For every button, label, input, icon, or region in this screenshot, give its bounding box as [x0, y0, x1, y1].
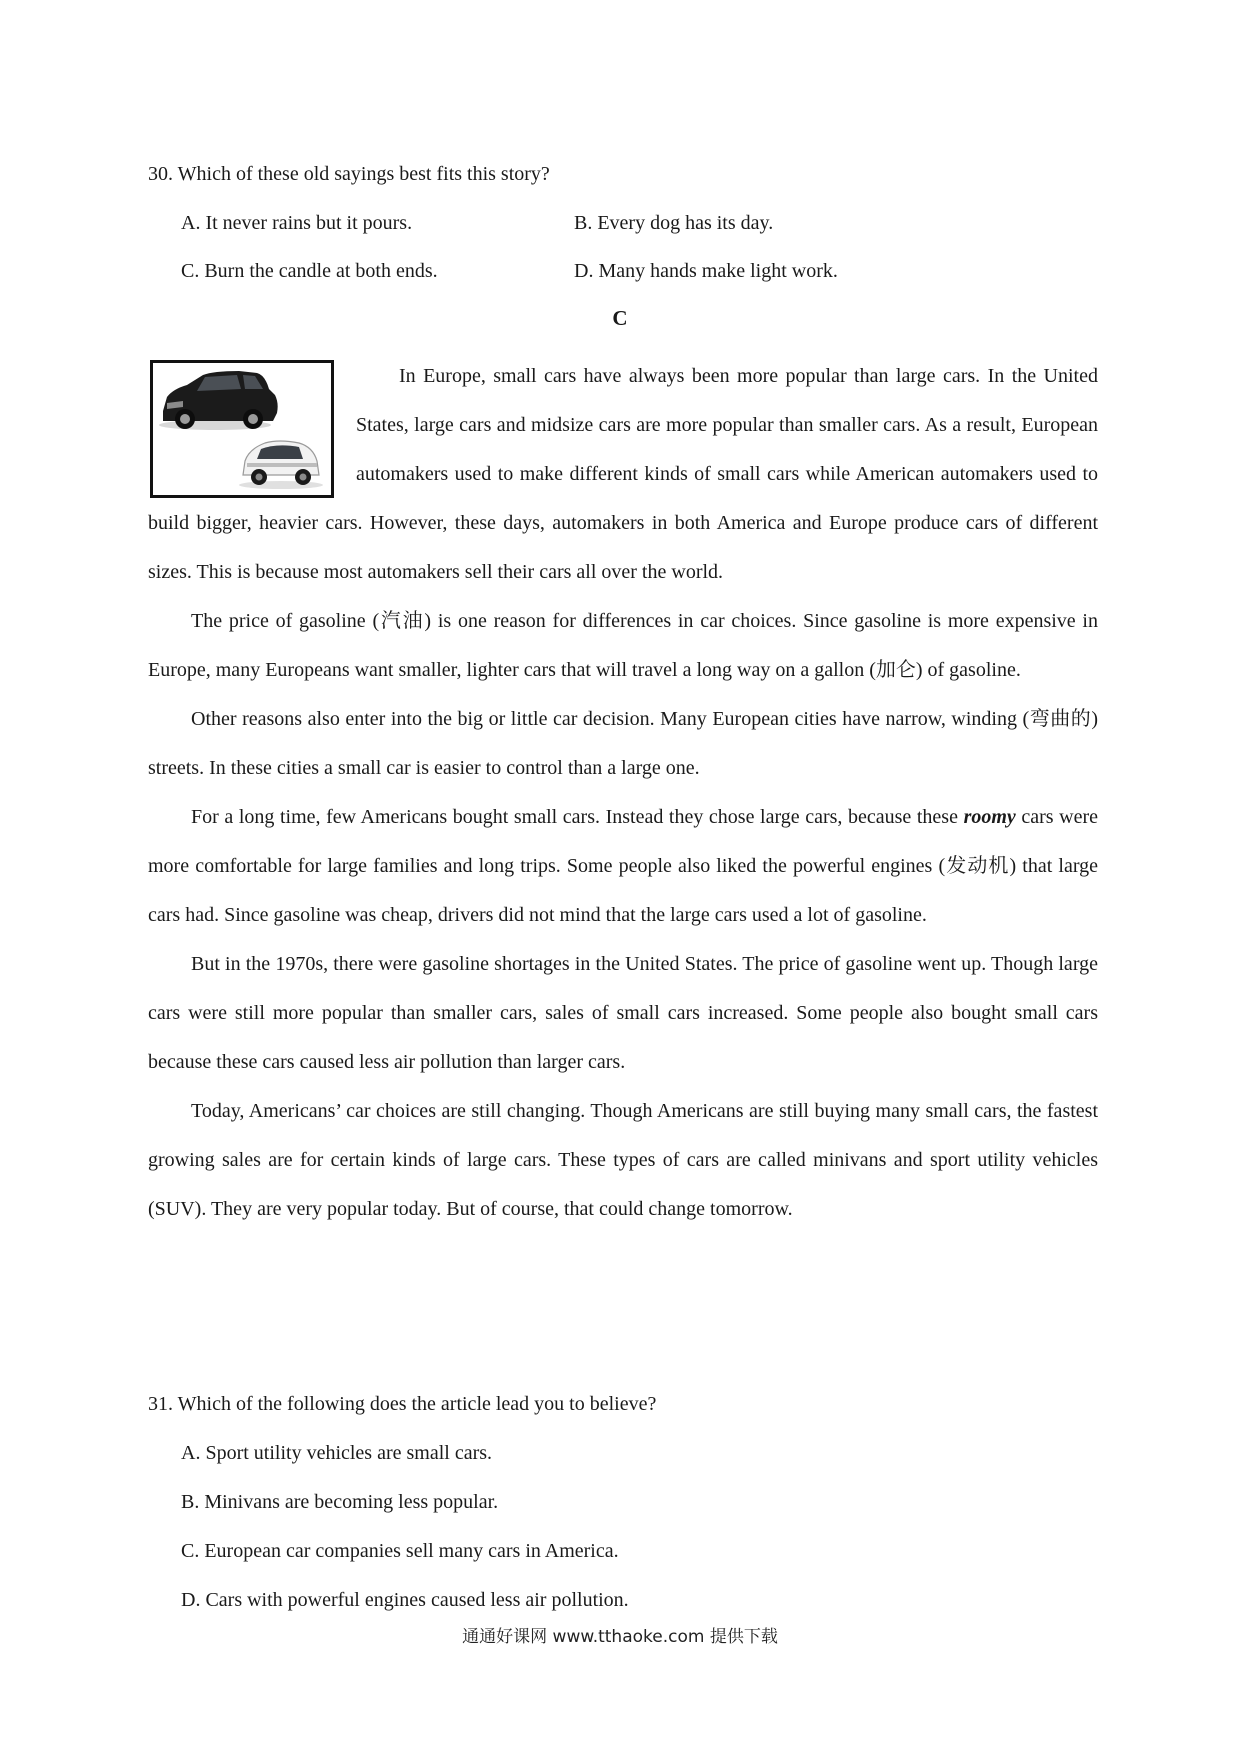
- question-31-option-d: D. Cars with powerful engines caused less air pollution.: [181, 1589, 629, 1611]
- paragraph-6: Today, Americans’ car choices are still changing. Though Americans are still buying many small cars, the fastest growing sales are for certain kinds of large cars. These types of cars are called minivans and sport utility vehicles (SUV). They are very popular today. But of course, that could change tomorrow.: [148, 1100, 1098, 1220]
- question-30-option-a: A. It never rains but it pours.: [181, 212, 413, 234]
- question-30-options-row-2: [181, 257, 1081, 285]
- car-photo-icon: [150, 360, 334, 498]
- section-title: C: [612, 306, 628, 330]
- question-31-option-b: B. Minivans are becoming less popular.: [181, 1491, 499, 1513]
- reading-passage: [148, 352, 1098, 1234]
- paragraph-1: In Europe, small cars have always been more popular than large cars. In the United States, large cars and midsize cars are more popular than smaller cars. As a result, European automakers used to make different kinds of small cars while American automakers used to build bigger, heavier cars. However, these days, automakers in both America and Europe produce cars of different sizes. This is because most automakers sell their cars all over the world.: [148, 365, 1098, 583]
- question-31-option-c: C. European car companies sell many cars in America.: [181, 1540, 619, 1562]
- paragraph-4-part-b: cars were more comfortable for large families and long trips. Some people also liked the powerful engines (发动机) that large cars had. Since gasoline was cheap, drivers did not mind that the large cars used a lot of gasoline.: [148, 806, 1098, 926]
- car-illustration: [153, 363, 331, 495]
- question-30-option-d: D. Many hands make light work.: [574, 260, 838, 282]
- suv-icon: [159, 371, 278, 430]
- question-31-stem: 31. Which of the following does the article lead you to believe?: [148, 1393, 657, 1415]
- question-30-option-c: C. Burn the candle at both ends.: [181, 260, 438, 282]
- small-car-icon: [239, 441, 323, 489]
- paragraph-4-part-a: For a long time, few Americans bought small cars. Instead they chose large cars, because these: [191, 806, 964, 828]
- footer-watermark: 通通好课网 www.tthaoke.com 提供下载: [462, 1627, 778, 1647]
- question-30-stem: 30. Which of these old sayings best fits this story?: [148, 163, 550, 185]
- question-30-option-b: B. Every dog has its day.: [574, 212, 774, 234]
- question-31-option-a: A. Sport utility vehicles are small cars.: [181, 1442, 493, 1464]
- question-30-options-row-1: [181, 209, 1081, 237]
- paragraph-4: [148, 793, 1098, 940]
- question-31-options: [181, 1429, 1081, 1625]
- paragraph-5: But in the 1970s, there were gasoline shortages in the United States. The price of gasoline went up. Though large cars were still more popular than smaller cars, sales of small cars increased. Some people also bought small cars because these cars caused less air pollution than larger cars.: [148, 953, 1098, 1073]
- paragraph-2: The price of gasoline (汽油) is one reason for differences in car choices. Since gasoline is more expensive in Europe, many Europeans want smaller, lighter cars that will travel a long way on a gallon (加仑) of gasoline.: [148, 610, 1098, 681]
- emphasized-word-roomy: roomy: [963, 806, 1016, 828]
- paragraph-3: Other reasons also enter into the big or little car decision. Many European cities have narrow, winding (弯曲的) streets. In these cities a small car is easier to control than a large one.: [148, 708, 1098, 779]
